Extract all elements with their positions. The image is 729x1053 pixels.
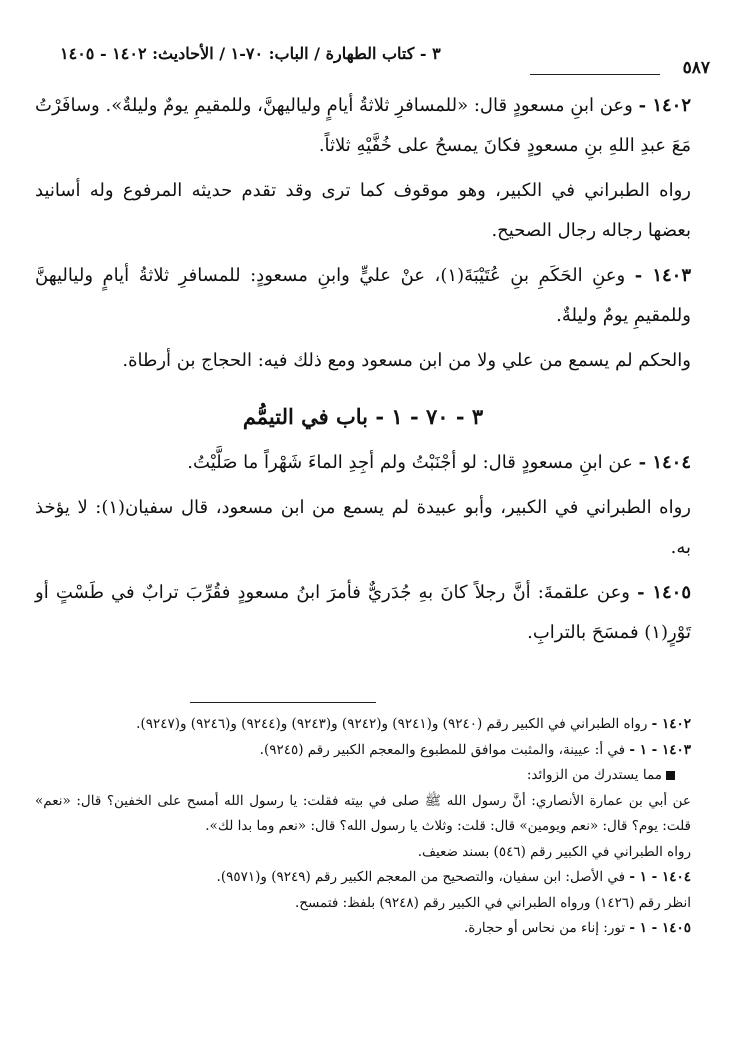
zawaid-intro: مما يستدرك من الزوائد: — [526, 767, 662, 783]
footnote-1404-b: انظر رقم (١٤٢٦) ورواه الطبراني في الكبير رقم (٩٢٤٨) بلفظ: فتمسح. — [295, 894, 691, 911]
footnote-1405 — [35, 916, 691, 942]
footnotes — [35, 712, 691, 942]
hadith-1403 — [35, 256, 691, 336]
chapter-heading: ٣ - ٧٠ - ١ - باب في التيمُّم — [242, 404, 484, 429]
square-bullet-icon — [666, 771, 675, 780]
hadith-number: ١٤٠٥ - — [637, 582, 691, 603]
footnote-separator — [190, 702, 376, 703]
footnote-number: ١٤٠٥ - ١ - — [629, 920, 691, 936]
page-number: ٥٨٧ — [682, 58, 710, 78]
zawaid-text: عن أبي بن عمارة الأنصاري: أنَّ رسول الله ﷺ صلى في بيته فقلت: يا رسول الله أمسح على الخفين؟ قال: «نعم» قلت: يوم؟ قال: «نعم ويومين» قال: قلت: وثلاث يا رسول الله؟ قال: «نعم وما بدا لك». — [35, 792, 691, 834]
hadith-text: عن ابنِ مسعودٍ قال: لو أجْنَبْتُ ولم أجِدِ الماءَ شَهْراً ما صَلَّيْتُ. — [187, 452, 639, 473]
hadith-number: ١٤٠٢ - — [638, 95, 691, 116]
hadith-text: وعن ابنِ مسعودٍ قال: «للمسافرِ ثلاثةُ أيامٍ ولياليهنَّ، وللمقيمِ يومٌ وليلةٌ». وسافَرْتُ مَعَ عبدِ اللهِ بنِ مسعودٍ فكانَ يمسحُ على خُفَّيْهِ ثلاثاً. — [35, 95, 691, 156]
takhrij-1402: رواه الطبراني في الكبير، وهو موقوف كما ترى وقد تقدم حديثه المرفوع وله أسانيد بعضها رجاله رجال الصحيح. — [35, 180, 691, 241]
takhrij-1404: رواه الطبراني في الكبير، وأبو عبيدة لم يسمع من ابن مسعود، قال سفيان(١): لا يؤخذ به. — [35, 497, 691, 558]
hadith-number: ١٤٠٤ - — [638, 452, 691, 473]
footnote-1403 — [35, 738, 691, 764]
main-text — [35, 86, 691, 658]
takhrij-1403: والحكم لم يسمع من علي ولا من ابن مسعود ومع ذلك فيه: الحجاج بن أرطاة. — [122, 350, 691, 371]
header-rule — [530, 74, 660, 75]
footnote-1402 — [35, 712, 691, 738]
zawaid-heading — [35, 763, 691, 789]
hadith-1405 — [35, 573, 691, 653]
hadith-1402 — [35, 86, 691, 166]
footnote-text: في الأصل: ابن سفيان، والتصحيح من المعجم الكبير رقم (٩٢٤٩) و(٩٥٧١). — [216, 869, 630, 885]
hadith-number: ١٤٠٣ - — [634, 265, 692, 286]
footnote-1404 — [35, 865, 691, 891]
footnote-number: ١٤٠٣ - ١ - — [629, 741, 691, 758]
footnote-text: في أ: عيينة، والمثبت موافق للمطبوع والمعجم الكبير رقم (٩٢٤٥). — [259, 741, 630, 758]
footnote-text: تور: إناء من نحاس أو حجارة. — [463, 920, 630, 936]
footnote-text: رواه الطبراني في الكبير رقم (٩٢٤٠) و(٩٢٤١) و(٩٢٤٢) و(٩٢٤٣) و(٩٢٤٤) و(٩٢٤٦) و(٩٢٤٧). — [136, 716, 652, 732]
footnote-number: ١٤٠٤ - ١ - — [629, 869, 691, 885]
hadith-text: وعن علقمةَ: أنَّ رجلاً كانَ بهِ جُدَريٌّ فأمرَ ابنُ مسعودٍ فقُرِّبَ ترابٌ في طَسْتٍ أو تَوْرٍ(١) فمسَحَ بالترابِ. — [35, 582, 691, 643]
header-title: ٣ - كتاب الطهارة / الباب: ٧٠-١ / الأحاديث: ١٤٠٢ - ١٤٠٥ — [60, 44, 441, 63]
zawaid-takhrij: رواه الطبراني في الكبير رقم (٥٤٦) بسند ضعيف. — [417, 843, 691, 860]
footnote-number: ١٤٠٢ - — [651, 716, 691, 732]
running-header — [60, 44, 710, 78]
hadith-1404 — [35, 443, 691, 483]
hadith-text: وعنِ الحَكَمِ بنِ عُتَيْبَةَ(١)، عنْ عليٍّ وابنِ مسعودٍ: للمسافرِ ثلاثةُ أيامٍ ولياليهنَّ وللمقيمِ يومٌ وليلةٌ. — [35, 265, 691, 326]
